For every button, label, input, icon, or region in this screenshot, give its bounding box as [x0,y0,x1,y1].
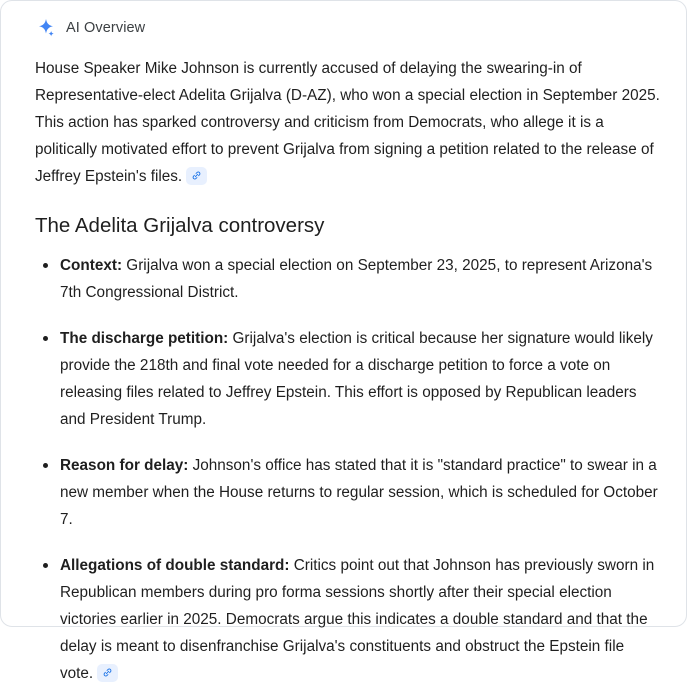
list-item-text: Critics point out that Johnson has previously sworn in Republican members during pro forma sessions shortly after their special election victories earlier in 2025. Democrats argue this indicates a double standard and that the delay is meant to disenfranchise Grijalva's constituents and obstruct the Epstein file vote. [60,557,655,682]
list-item [35,252,660,306]
list-item-text: Johnson's office has stated that it is "standard practice" to swear in a new member when the House returns to regular session, which is scheduled for October 7. [60,457,658,528]
overview-summary-text: House Speaker Mike Johnson is currently accused of delaying the swearing-in of Representative-elect Adelita Grijalva (D-AZ), who won a special election in September 2025. This action has sparked controversy and criticism from Democrats, who allege it is a politically motivated effort to prevent Grijalva from signing a petition related to the release of Jeffrey Epstein's files. [35,60,660,185]
list-item-lead: Reason for delay: [60,457,189,474]
list-item-text: Grijalva won a special election on September 23, 2025, to represent Arizona's 7th Congressional District. [60,257,653,301]
points-list [35,252,660,687]
link-icon[interactable] [97,664,118,682]
ai-overview-header [35,17,660,39]
ai-overview-content [1,1,686,687]
list-item-lead: Allegations of double standard: [60,557,290,574]
list-item-lead: The discharge petition: [60,330,229,347]
list-item [35,325,660,433]
overview-summary-paragraph [35,55,660,190]
list-item-text: Grijalva's election is critical because her signature would likely provide the 218th and final vote needed for a discharge petition to force a vote on releasing files related to Jeffrey Epstein. This effort is opposed by Republican leaders and President Trump. [60,330,653,428]
section-heading: The Adelita Grijalva controversy [35,214,325,237]
ai-overview-label: AI Overview [66,20,146,36]
list-item [35,552,660,687]
link-icon[interactable] [186,167,207,185]
list-item [35,452,660,533]
list-item-lead: Context: [60,257,123,274]
sparkle-icon [35,17,57,39]
